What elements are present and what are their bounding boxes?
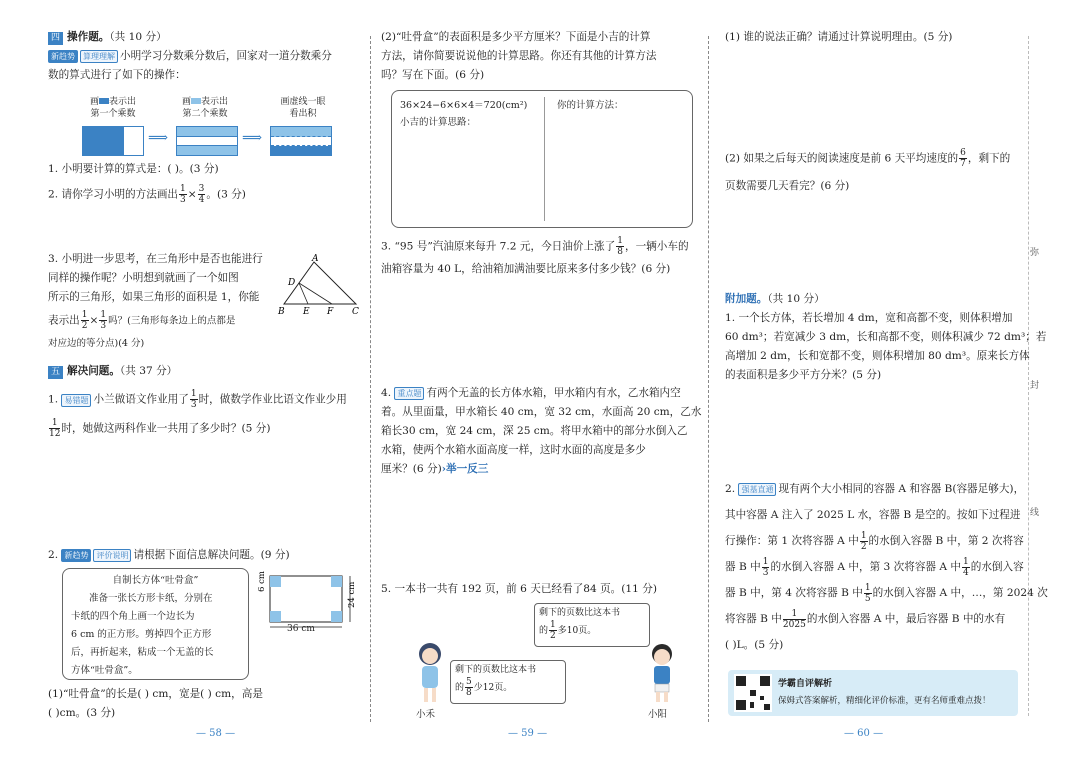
caption-2-draw: 画	[181, 97, 191, 107]
girl-illustration	[410, 640, 450, 708]
p2-q1-line-1: (1)“吐骨盒”的长是( ) cm，宽是( ) cm，高是	[48, 688, 263, 700]
calc-idea-label: 小吉的计算思路：	[400, 117, 477, 128]
bonus-header	[725, 290, 1021, 309]
box-line: 卡纸的四个角上画一个边长为	[71, 611, 195, 622]
bonus-2-c2: 的水倒入容器 B 中，第 2 次将容	[868, 535, 1024, 547]
p1-text-b: 时，做数学作业比语文作业少用	[198, 393, 347, 406]
promo-title: 学霸自评解析	[778, 679, 833, 689]
bonus-2-e1: 器 B 中，第 4 次将容器 B 中	[725, 587, 863, 599]
label-A: A	[312, 254, 319, 264]
bonus-2-f2: 的水倒入容器 A 中，最后容器 B 中的水有	[806, 613, 1006, 625]
page-58-section-5	[48, 362, 360, 439]
label-B: B	[278, 307, 285, 317]
q3-line-2: 油箱容量为 40 L，给油箱加满油要比原来多付多少钱？(6 分)	[381, 263, 671, 275]
bonus-2-d2: 的水倒入容器 A 中，第 3 次将容器 A 中	[770, 561, 962, 573]
denominator: 4	[963, 567, 969, 578]
q3-line-1	[381, 236, 693, 257]
q3-show: 表示出	[48, 314, 80, 327]
denominator: 12	[49, 429, 61, 439]
fraction	[962, 557, 970, 578]
fraction	[549, 620, 557, 641]
girl-leg	[424, 688, 428, 702]
fraction	[959, 148, 967, 169]
promo-text: 保姆式答案解析，精细化评价标准，更有名师重难点拨！	[778, 696, 991, 706]
numerator: 1	[550, 620, 556, 630]
denominator: 2	[550, 631, 556, 641]
page-58-questions-a	[48, 160, 360, 205]
p2-text: 请根据下面信息解决问题。(9 分)	[133, 549, 290, 561]
bubble-2-de: 的	[455, 683, 465, 693]
rect-step-2	[176, 126, 238, 156]
box-line: 准备一张长方形卡纸，分别在	[89, 593, 213, 604]
q3-note: 吗？(三角形每条边上的点都是	[108, 315, 236, 327]
denominator: 2	[81, 321, 88, 331]
fraction	[49, 418, 60, 439]
bonus-2-line-1	[725, 476, 1025, 502]
bonus-1-line-1: 1. 一个长方体，若长增加 4 dm，宽和高都不变，则体积增加	[725, 312, 1013, 324]
q5-1-text: (1) 谁的说法正确？请通过计算说明理由。(5 分)	[725, 31, 953, 43]
page-60-q5-2	[725, 148, 1021, 196]
intro-text-1: 小明学习分数乘分数后，回家对一道分数乘分	[120, 50, 332, 62]
rect-3-row-2	[271, 137, 331, 147]
boy-shirt	[654, 666, 670, 684]
qr-module	[764, 704, 770, 710]
problem-1-line-2	[48, 418, 360, 439]
q2-text: 2. 请你学习小明的方法画出	[48, 188, 179, 201]
denominator: 3	[190, 400, 197, 410]
intro-line-2: 数的算式进行了如下的操作：	[48, 69, 186, 81]
q4-line-2: 着。从里面量，甲水箱长 40 cm，宽 32 cm，水面高 20 cm，乙水	[381, 406, 702, 418]
qr-module	[760, 696, 764, 700]
arrow-right-icon: ⟹	[242, 130, 263, 146]
fraction	[81, 310, 89, 331]
promo-banner[interactable]	[728, 670, 1018, 716]
q3-line-1: 3. 小明进一步思考，在三角形中是否也能进行	[48, 253, 263, 265]
box-line: 方体“吐骨盒”。	[71, 665, 138, 676]
margin-xian: 线	[1030, 508, 1040, 518]
section-5-number: 五	[48, 366, 63, 379]
denominator: 3	[762, 567, 769, 578]
p2-q2-line-2: 方法，请你简要说说他的计算思路。你还有其他的计算方法	[381, 50, 657, 62]
box-line: 后，再折起来，粘成一个无盖的长	[71, 647, 214, 658]
q5-2-text-a: (2) 如果之后每天的阅读速度是前 6 天平均速度的	[725, 152, 959, 165]
dim-6: 6 cm	[257, 571, 267, 592]
blue-swatch-icon	[99, 98, 109, 104]
rect-2-row-1	[177, 127, 237, 137]
numerator: 1	[864, 582, 871, 593]
section-4-header	[48, 28, 360, 47]
caption-step-2	[170, 96, 240, 120]
section-4-title: 操作题。	[67, 31, 110, 43]
bonus-2-line-6	[725, 606, 1021, 632]
girl-dress	[422, 666, 438, 688]
q4-text-a: 有两个无盖的长方体水箱，甲水箱内有水，乙水箱内空	[426, 387, 681, 399]
bubble-1-end: 多10页。	[557, 626, 597, 636]
calc-expression: 36×24−6×6×4＝720(cm²)	[400, 100, 528, 111]
label-C: C	[352, 307, 359, 317]
fraction	[616, 236, 624, 257]
rect-3-row-3	[271, 146, 331, 155]
triangle-segment	[299, 283, 332, 304]
caption-1-draw: 画	[89, 97, 99, 107]
column-divider-2	[708, 36, 709, 722]
rect-3-row-1	[271, 127, 331, 137]
denominator: 8	[466, 688, 472, 698]
arrow-right-icon: ⟹	[148, 130, 169, 146]
page-number-60: — 60 —	[844, 728, 884, 739]
box-instructions	[62, 568, 249, 680]
q3-text-b: ，一辆小车的	[624, 240, 689, 253]
q5-text: 5. 一本书一共有 192 页，前 6 天已经看了84 页。(11 分)	[381, 583, 657, 595]
rect-1-part-1	[83, 127, 103, 155]
boy-illustration	[644, 642, 680, 704]
q5-2-line-1	[725, 148, 1021, 169]
numerator: 6	[960, 148, 966, 158]
caption-2-show: 表示出	[201, 97, 229, 107]
corner-square	[331, 611, 342, 622]
section-5-points: （共 37 分）	[119, 365, 178, 377]
bubble-1-line-1: 剩下的页数比这本书	[539, 608, 621, 618]
box-line: 6 cm 的正方形。剪掉四个正方形	[71, 629, 212, 640]
trend-tag: 新趋势	[61, 549, 91, 562]
fraction	[783, 609, 806, 630]
extend-link[interactable]: 举一反三	[446, 463, 489, 475]
qr-finder	[736, 700, 746, 710]
q4-points: 厘米？(6 分)	[381, 463, 442, 475]
section-4-points: （共 10 分）	[109, 31, 167, 43]
bonus-1-line-3: 高增加 2 dm，长和宽都不变，则体积增加 80 dm³。原来长方体	[725, 350, 1030, 362]
name-xiaohe: 小禾	[416, 709, 436, 720]
caption-1-show: 表示出	[109, 97, 137, 107]
bonus-1-line-2: 60 dm³；若宽减少 3 dm，长和高都不变，则体积减少 72 dm³；若	[725, 331, 1047, 343]
girl-face	[422, 648, 438, 664]
q4-line-3: 箱长30 cm，宽 24 cm，深 25 cm。将甲水箱中的部分水倒入乙	[381, 425, 688, 437]
qr-module	[750, 702, 754, 708]
bonus-2-line-7: ( )L。(5 分)	[725, 639, 784, 651]
margin-mi: 弥	[1030, 248, 1040, 258]
denominator: 2	[860, 541, 867, 552]
numerator: 1	[180, 184, 186, 194]
caption-3-b: 看出积	[289, 109, 317, 119]
boy-leg	[656, 692, 660, 702]
boy-leg	[664, 692, 668, 702]
dim-36: 36 cm	[287, 624, 315, 634]
page-58-problem-2-q1	[48, 685, 360, 723]
qr-code-icon[interactable]	[734, 674, 772, 712]
section-5-title: 解决问题。	[67, 365, 120, 377]
caption-1-factor: 第一个乘数	[90, 109, 136, 119]
qr-finder	[760, 676, 770, 686]
rect-2-row-3	[177, 146, 237, 155]
question-1: 1. 小明要计算的算式是：( )。(3 分)	[48, 163, 219, 175]
section-5-header	[48, 362, 360, 381]
rect-step-1	[82, 126, 144, 156]
caption-2-factor: 第二个乘数	[182, 109, 228, 119]
box-text	[63, 569, 248, 683]
numerator: 5	[466, 677, 472, 687]
page-58-question-3	[48, 250, 288, 353]
numerator: 1	[100, 310, 107, 320]
bonus-title: 附加题。	[725, 293, 768, 305]
numerator: 1	[860, 530, 867, 541]
denominator: 3	[100, 321, 107, 331]
bonus-2-d1: 器 B 中	[725, 561, 761, 573]
margin-feng: 封	[1030, 381, 1040, 391]
page-60	[725, 28, 1021, 47]
p1-text-c: 时，她做这两科作业一共用了多少时？(5 分)	[61, 422, 271, 435]
bonus-2-line-4	[725, 554, 1024, 580]
bonus-2-line-5	[725, 580, 1048, 606]
numerator: 1	[49, 418, 60, 429]
denominator: 7	[960, 159, 966, 169]
calc-box	[391, 90, 693, 228]
bubble-2-line-1: 剩下的页数比这本书	[455, 665, 537, 675]
denominator: 4	[198, 195, 205, 205]
bonus-2-e2: 的水倒入容器 A 中，…，第 2024 次	[872, 587, 1048, 599]
bubble-1-line-2	[539, 620, 645, 641]
key-point-tag: 重点题	[394, 387, 424, 400]
chevron-right-icon: ›	[441, 463, 446, 475]
calc-left	[400, 97, 527, 131]
fraction	[198, 184, 206, 205]
numerator: 3	[198, 184, 205, 194]
page-59-question-4	[381, 384, 702, 479]
page-59-question-5	[381, 580, 693, 599]
page-number-58: — 58 —	[196, 728, 236, 739]
seal-line	[1028, 36, 1029, 716]
caption-step-1	[78, 96, 148, 120]
bonus-2-line-3	[725, 528, 1024, 554]
page-59-question-3	[381, 236, 693, 279]
fraction	[864, 583, 872, 604]
label-E: E	[303, 307, 310, 317]
dim-24: 24 cm	[347, 581, 357, 608]
bonus-2-c1: 行操作：第 1 次将容器 A 中	[725, 535, 859, 547]
q3-line-5: 对应边的等分点)(4 分)	[48, 338, 145, 349]
q3-text-a: 3. “95 号”汽油原来每升 7.2 元，今日油价上涨了	[381, 240, 616, 253]
bubble-1-de: 的	[539, 626, 549, 636]
rect-step-3	[270, 126, 332, 156]
page-58	[48, 28, 360, 85]
boy-shorts	[655, 684, 669, 692]
q4-line-4: 水箱，使两个水箱水面高度一样，这时水面的高度是多少	[381, 444, 646, 456]
rect-2-row-2	[177, 137, 237, 147]
section-4-number: 四	[48, 32, 63, 45]
q2-points: 。(3 分)	[206, 188, 246, 201]
qr-module	[750, 690, 756, 696]
intro-line-1	[48, 47, 360, 66]
p1-text-a: 小兰做语文作业用了	[93, 393, 189, 406]
strong-base-tag: 强基直通	[738, 483, 776, 496]
error-prone-tag: 易错题	[61, 394, 91, 407]
numerator: 1	[762, 556, 769, 567]
bonus-2-f1: 将容器 B 中	[725, 613, 782, 625]
box-title: 自制长方体“吐骨盒”	[112, 575, 199, 586]
girl-leg	[432, 688, 436, 702]
p2-q2-line-1: (2)“吐骨盒”的表面积是多少平方厘米？下面是小吉的计算	[381, 31, 651, 43]
denominator: 8	[617, 247, 623, 257]
bonus-points: （共 10 分）	[767, 293, 825, 305]
fraction	[762, 557, 770, 578]
trend-tag: 新趋势	[48, 50, 78, 63]
times-sign: ×	[187, 188, 197, 201]
bonus-2-line-2: 其中容器 A 注入了 2025 L 水，容器 B 是空的。按如下过程进	[725, 509, 1021, 521]
boy-face	[654, 649, 670, 665]
fraction	[190, 389, 198, 410]
fraction	[99, 310, 107, 331]
label-F: F	[327, 307, 334, 317]
q4-line-5	[381, 460, 693, 479]
column-divider-1	[370, 36, 371, 722]
caption-step-3	[268, 96, 338, 120]
page-58-problem-2	[48, 546, 360, 565]
page-60-bonus	[725, 290, 1047, 385]
corner-square	[270, 576, 281, 587]
q4-line-1	[381, 384, 693, 403]
p2-number: 2.	[48, 549, 59, 561]
rect-1-part-2	[103, 127, 123, 155]
times-sign: ×	[89, 314, 99, 327]
fraction	[465, 677, 473, 698]
qr-finder	[736, 676, 746, 686]
fraction	[860, 531, 868, 552]
q5-2-text-b: ，剩下的	[967, 152, 1011, 165]
denominator: 5	[864, 593, 871, 604]
your-method-label: 你的计算方法：	[557, 100, 624, 111]
page-60-bonus-2	[725, 476, 1048, 658]
rect-1-part-3	[124, 127, 143, 155]
speech-bubble-xiaohe	[450, 660, 566, 704]
triangle-figure	[276, 252, 362, 316]
fraction	[179, 184, 187, 205]
name-xiaoyang: 小阳	[648, 709, 668, 720]
trend-sub-tag: 算理理解	[80, 50, 118, 63]
bonus-2-number: 2.	[725, 483, 736, 495]
label-D: D	[288, 278, 296, 288]
bonus-2-text-a: 现有两个大小相同的容器 A 和容器 B(容器足够大)，	[778, 483, 1025, 495]
light-swatch-icon	[191, 98, 201, 104]
bubble-2-line-2	[455, 677, 561, 698]
p2-q2-line-3: 吗？写在下面。(6 分)	[381, 69, 485, 81]
bonus-2-d3: 的水倒入容	[970, 561, 1024, 573]
numerator: 1	[617, 236, 623, 246]
bonus-1-line-4: 的表面积是多少平方分米？(5 分)	[725, 369, 882, 381]
p2-q1-line-2: ( )cm。(3 分)	[48, 707, 116, 719]
bubble-2-end: 少12页。	[473, 683, 513, 693]
calc-box-divider	[544, 97, 545, 221]
speech-bubble-xiaoyang	[534, 603, 650, 647]
evaluation-tag: 评价说明	[93, 549, 131, 562]
question-2	[48, 184, 360, 205]
numerator: 1	[190, 389, 197, 399]
numerator: 1	[783, 609, 806, 620]
caption-3-a: 画虚线一眼	[280, 97, 326, 107]
denominator: 2025	[782, 619, 806, 630]
q5-2-line-2: 页数需要几天看完？(6 分)	[725, 180, 850, 192]
corner-square	[270, 611, 281, 622]
problem-1-line-1: 1. 易错题 小兰做语文作业用了 $\frac{1}{3}$ 时，做数学作业比语文作业少用	[48, 389, 347, 410]
denominator: 3	[180, 195, 186, 205]
q4-number: 4.	[381, 387, 392, 399]
q3-line-2: 同样的操作呢？小明想到就画了一个如图	[48, 272, 239, 284]
q3-line-3: 所示的三角形，如果三角形的面积是 1，你能	[48, 291, 260, 303]
problem-2-header	[48, 546, 360, 565]
numerator: 1	[81, 310, 88, 320]
page-59	[381, 28, 693, 85]
numerator: 1	[963, 556, 969, 567]
page-number-59: — 59 —	[508, 728, 548, 739]
corner-square	[331, 576, 342, 587]
